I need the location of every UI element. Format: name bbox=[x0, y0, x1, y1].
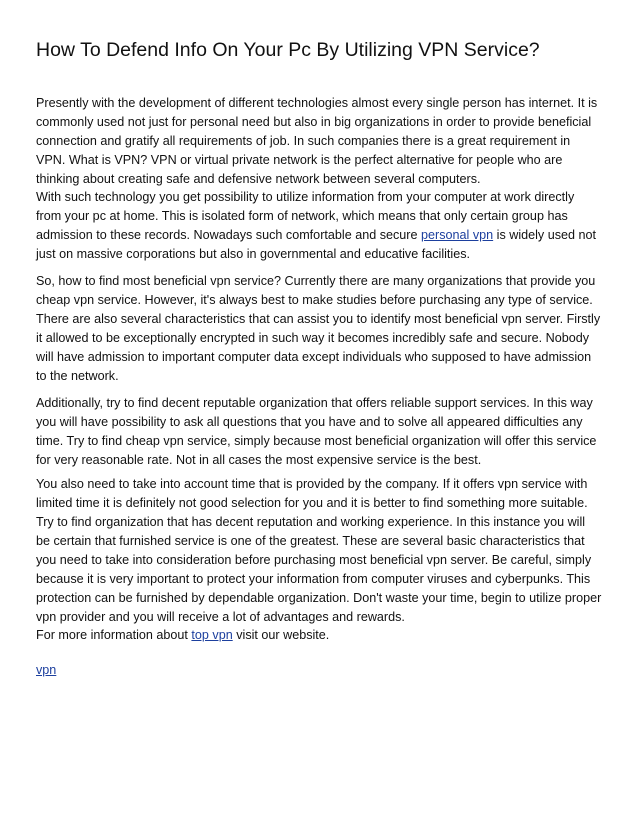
text-line: just on massive corporations but also in governmental and educative facilities. bbox=[36, 247, 471, 261]
paragraph-find-service bbox=[36, 272, 606, 386]
text-line: You also need to take into account time that is provided by the company. If it offers vpn service with bbox=[36, 477, 588, 491]
text-line: With such technology you get possibility to utilize information from your computer at work directly bbox=[36, 190, 575, 204]
text-line: cheap vpn service. However, it's always best to make studies before purchasing any type of service. bbox=[36, 293, 593, 307]
text-fragment: visit our website. bbox=[232, 628, 330, 642]
text-line: limited time it is definitely not good selection for you and it is better to find something more suitable. bbox=[36, 496, 588, 510]
paragraph-support bbox=[36, 394, 606, 470]
text-line: So, how to find most beneficial vpn service? Currently there are many organizations that provide you bbox=[36, 274, 596, 288]
text-line bbox=[36, 661, 606, 680]
text-line: VPN. What is VPN? VPN or virtual private network is the perfect alternative for people who are bbox=[36, 153, 563, 167]
text-line: vpn provider and you will receive a lot of advantages and rewards. bbox=[36, 610, 405, 624]
text-line: connection and gratify all requirements of job. In such companies there is a great requirement in bbox=[36, 134, 571, 148]
paragraph-technology bbox=[36, 188, 606, 264]
paragraph-more-info bbox=[36, 626, 606, 645]
text-line: you will have possibility to ask all questions that you have and to solve all appeared difficulties any bbox=[36, 415, 583, 429]
text-fragment: is widely used not bbox=[493, 228, 597, 242]
text-line: you need to take into consideration before purchasing most beneficial vpn server. Be careful, simply bbox=[36, 553, 592, 567]
text-line: Presently with the development of different technologies almost every single person has internet. It is bbox=[36, 96, 598, 110]
text-fragment: For more information about bbox=[36, 628, 192, 642]
text-line: time. Try to find cheap vpn service, simply because most beneficial organization will offer this service bbox=[36, 434, 597, 448]
text-line: be certain that furnished service is one of the greatest. These are several basic characteristics that bbox=[36, 534, 585, 548]
text-line: protection can be furnished by dependable organization. Don't waste your time, begin to utilize proper bbox=[36, 591, 602, 605]
text-line: will have admission to important computer data except individuals who supposed to have admission bbox=[36, 350, 592, 364]
text-line: for very reasonable rate. Not in all cases the most expensive service is the best. bbox=[36, 453, 482, 467]
text-line: because it is very important to protect your information from computer viruses and cyberpunks. This bbox=[36, 572, 591, 586]
text-line bbox=[36, 226, 606, 245]
text-line: from your pc at home. This is isolated form of network, which means that only certain group has bbox=[36, 209, 568, 223]
personal-vpn-link[interactable]: personal vpn bbox=[421, 228, 494, 242]
text-line: to the network. bbox=[36, 369, 119, 383]
document-title: How To Defend Info On Your Pc By Utilizing VPN Service? bbox=[36, 39, 540, 61]
paragraph-time bbox=[36, 475, 606, 627]
text-line: thinking about creating safe and defensive network between several computers. bbox=[36, 172, 481, 186]
text-line: Additionally, try to find decent reputable organization that offers reliable support services. In this way bbox=[36, 396, 593, 410]
vpn-link[interactable]: vpn bbox=[36, 663, 57, 677]
paragraph-footer bbox=[36, 661, 606, 680]
text-line: There are also several characteristics that can assist you to identify most beneficial vpn server. Firstly bbox=[36, 312, 601, 326]
top-vpn-link[interactable]: top vpn bbox=[191, 628, 233, 642]
text-line: it allowed to be exceptionally encrypted in such way it becomes incredibly safe and secure. Nobody bbox=[36, 331, 590, 345]
text-fragment: admission to these records. Nowadays such comfortable and secure bbox=[36, 228, 422, 242]
text-line: Try to find organization that has decent reputation and working experience. In this instance you will bbox=[36, 515, 586, 529]
text-line: commonly used not just for personal need but also in big organizations in order to provide beneficial bbox=[36, 115, 592, 129]
paragraph-intro bbox=[36, 94, 606, 189]
text-line bbox=[36, 626, 606, 645]
